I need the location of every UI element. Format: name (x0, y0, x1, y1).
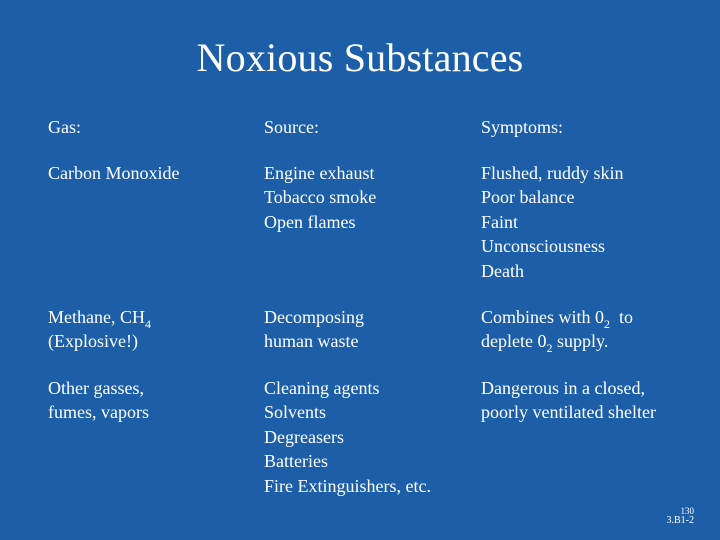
symptom-line: Death (481, 260, 524, 281)
symptom-text: supply. (552, 331, 609, 352)
symptom-line (481, 305, 633, 329)
gas-line: (Explosive!) (48, 331, 138, 352)
symptom-text: Combines with 0 (481, 307, 605, 327)
source-line: Batteries (264, 451, 328, 472)
slide-number-top: 130 (680, 506, 694, 516)
gas-methane-text: Methane, CH (48, 307, 145, 327)
source-line: Decomposing (264, 307, 364, 327)
source-line: Fire Extinguishers, etc. (264, 475, 431, 496)
source-line: Tobacco smoke (264, 187, 377, 208)
symptom-text: deplete 0 (481, 331, 547, 352)
source-line: Cleaning agents (264, 378, 380, 398)
symptom-line: poorly ventilated shelter (481, 402, 656, 423)
symptoms-other (481, 376, 656, 425)
symptom-line: Faint (481, 211, 519, 232)
gas-carbon-monoxide (48, 161, 179, 185)
source-other (264, 376, 431, 498)
slide-number (667, 506, 695, 526)
gas-line (48, 305, 151, 329)
subscript: 2 (604, 317, 611, 331)
subscript: 4 (144, 317, 151, 331)
gas-line: fumes, vapors (48, 402, 149, 423)
header-gas: Gas: (48, 117, 81, 137)
gas-line: Carbon Monoxide (48, 163, 180, 183)
source-line: Open flames (264, 211, 356, 232)
symptoms-methane (481, 305, 633, 354)
symptom-line: Poor balance (481, 187, 575, 208)
source-line: Engine exhaust (264, 163, 375, 183)
header-symptoms: Symptoms: (481, 117, 564, 137)
symptom-line: Dangerous in a closed, (481, 378, 645, 398)
gas-other (48, 376, 149, 425)
source-line: Solvents (264, 402, 327, 423)
symptom-line (481, 329, 633, 356)
slide-title: Noxious Substances (196, 35, 524, 80)
symptom-line: Unconsciousness (481, 236, 605, 257)
slide-number-code: 3.B1-2 (666, 515, 694, 526)
symptom-line: Flushed, ruddy skin (481, 163, 624, 183)
subscript: 2 (546, 341, 553, 356)
source-line: Degreasers (264, 426, 344, 447)
source-methane (264, 305, 364, 354)
gas-line: Other gasses, (48, 378, 144, 398)
header-source: Source: (264, 117, 319, 137)
source-carbon-monoxide (264, 161, 376, 234)
symptoms-carbon-monoxide (481, 161, 624, 283)
symptom-text: to (610, 307, 634, 327)
gas-methane (48, 305, 151, 354)
source-line: human waste (264, 331, 359, 352)
